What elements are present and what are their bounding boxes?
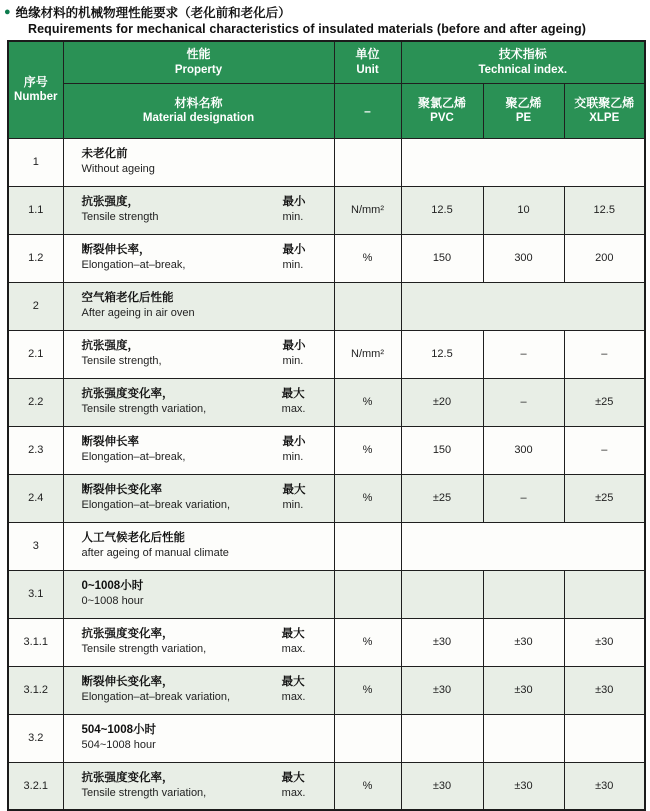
qualifier-en: max. xyxy=(281,643,306,656)
value-pvc: ±20 xyxy=(401,378,483,426)
property-zh: 人工气候老化后性能 xyxy=(81,532,185,545)
qualifier-zh: 最小 xyxy=(282,196,306,209)
unit-cell xyxy=(334,570,401,618)
qualifier-en: min. xyxy=(282,451,304,464)
property-cell xyxy=(63,378,334,426)
qualifier-zh: 最大 xyxy=(281,676,305,689)
row-number: 3.1 xyxy=(8,570,63,618)
unit-cell: N/mm² xyxy=(334,186,401,234)
table-row-2-3 xyxy=(8,426,645,474)
header-unit xyxy=(334,41,401,83)
property-cell xyxy=(63,474,334,522)
value-pe: – xyxy=(483,474,564,522)
table-row-1-1 xyxy=(8,186,645,234)
pe-en: PE xyxy=(515,111,532,124)
value-pe: 10 xyxy=(483,186,564,234)
row-number: 1 xyxy=(8,138,63,186)
unit-cell: % xyxy=(334,426,401,474)
value-xlpe: ±30 xyxy=(564,618,645,666)
document-title-block xyxy=(0,0,650,38)
table-row-3 xyxy=(8,522,645,570)
value-xlpe xyxy=(564,714,645,762)
row-number: 2.4 xyxy=(8,474,63,522)
value-xlpe: ±30 xyxy=(564,666,645,714)
row-number: 3.1.2 xyxy=(8,666,63,714)
qualifier-zh: 最大 xyxy=(282,484,306,497)
property-en: Without ageing xyxy=(81,163,155,176)
value-xlpe: 200 xyxy=(564,234,645,282)
table-row-3-1 xyxy=(8,570,645,618)
unit-cell: % xyxy=(334,618,401,666)
spec-table xyxy=(7,40,646,811)
value-pvc xyxy=(401,570,483,618)
table-row-2 xyxy=(8,282,645,330)
property-en: Elongation–at–break variation, xyxy=(81,499,231,512)
value-pvc: ±30 xyxy=(401,762,483,810)
header-unit-zh: 单位 xyxy=(355,47,380,62)
header-material-zh: 材料名称 xyxy=(174,95,223,110)
value-xlpe: – xyxy=(564,426,645,474)
value-pvc xyxy=(401,714,483,762)
qualifier-zh: 最大 xyxy=(281,772,305,784)
qualifier-zh: 最大 xyxy=(281,628,305,641)
header-tech-zh: 技术指标 xyxy=(498,47,547,62)
header-unit-en: Unit xyxy=(356,63,379,76)
property-en: Tensile strength, xyxy=(81,355,162,368)
unit-cell: % xyxy=(334,234,401,282)
value-pe: – xyxy=(483,330,564,378)
value-pvc: 12.5 xyxy=(401,330,483,378)
qualifier-en: min. xyxy=(282,211,304,224)
property-en: after ageing of manual climate xyxy=(81,547,229,560)
row-number: 3.2 xyxy=(8,714,63,762)
unit-cell: % xyxy=(334,762,401,810)
value-pe: ±30 xyxy=(483,618,564,666)
property-en: After ageing in air oven xyxy=(81,307,195,320)
header-material-xlpe xyxy=(564,83,645,138)
property-zh: 断裂伸长率， xyxy=(81,244,151,257)
property-cell xyxy=(63,714,334,762)
merged-value-cell xyxy=(401,282,645,330)
value-xlpe: ±25 xyxy=(564,378,645,426)
property-cell xyxy=(63,426,334,474)
table-row-1-2 xyxy=(8,234,645,282)
unit-cell: % xyxy=(334,666,401,714)
property-zh: 抗张强度变化率， xyxy=(81,772,174,784)
unit-cell xyxy=(334,138,401,186)
unit-cell xyxy=(334,714,401,762)
value-pe: ±30 xyxy=(483,762,564,810)
value-pe xyxy=(483,570,564,618)
row-number: 3.2.1 xyxy=(8,762,63,810)
row-number: 1.2 xyxy=(8,234,63,282)
xlpe-zh: 交联聚乙烯 xyxy=(574,95,635,110)
table-row-3-1-1 xyxy=(8,618,645,666)
pvc-en: PVC xyxy=(430,111,454,124)
title-zh-line xyxy=(4,3,644,21)
property-zh: 504~1008小时 xyxy=(81,724,156,737)
value-pe xyxy=(483,714,564,762)
property-cell xyxy=(63,234,334,282)
value-xlpe: ±25 xyxy=(564,474,645,522)
table-header xyxy=(8,41,645,138)
header-property-en: Property xyxy=(174,63,223,76)
property-cell xyxy=(63,666,334,714)
property-en: Tensile strength variation, xyxy=(81,643,207,656)
property-cell xyxy=(63,330,334,378)
value-xlpe: 12.5 xyxy=(564,186,645,234)
value-pvc: ±30 xyxy=(401,618,483,666)
merged-value-cell xyxy=(401,138,645,186)
row-number: 3.1.1 xyxy=(8,618,63,666)
header-material-en: Material designation xyxy=(142,111,255,124)
property-en: Tensile strength xyxy=(81,211,159,224)
qualifier-en: max. xyxy=(281,403,306,416)
property-zh: 断裂伸长率 xyxy=(81,436,139,449)
value-xlpe: ±30 xyxy=(564,762,645,810)
value-pe: 300 xyxy=(483,426,564,474)
property-en: Elongation–at–break, xyxy=(81,259,186,272)
property-zh: 抗张强度， xyxy=(81,196,139,209)
row-number: 2 xyxy=(8,282,63,330)
qualifier-en: min. xyxy=(282,355,304,368)
qualifier-en: min. xyxy=(282,499,304,512)
header-tech-en: Technical index. xyxy=(478,63,568,76)
pvc-zh: 聚氯乙烯 xyxy=(417,95,466,110)
row-number: 2.2 xyxy=(8,378,63,426)
qualifier-zh: 最大 xyxy=(281,388,305,401)
property-cell xyxy=(63,618,334,666)
qualifier-zh: 最小 xyxy=(282,244,306,257)
value-pvc: ±30 xyxy=(401,666,483,714)
header-property-zh: 性能 xyxy=(186,47,211,62)
header-material-pvc xyxy=(401,83,483,138)
value-pvc: 12.5 xyxy=(401,186,483,234)
header-number-zh: 序号 xyxy=(23,74,48,89)
property-zh: 抗张强度变化率， xyxy=(81,388,174,401)
unit-cell: N/mm² xyxy=(334,330,401,378)
property-zh: 断裂伸长变化率， xyxy=(81,676,174,689)
unit-cell xyxy=(334,522,401,570)
table-row-2-1 xyxy=(8,330,645,378)
table-row-1 xyxy=(8,138,645,186)
property-zh: 0~1008小时 xyxy=(81,580,144,593)
header-material-designation xyxy=(63,83,334,138)
qualifier-en: min. xyxy=(282,259,304,272)
table-row-2-4 xyxy=(8,474,645,522)
table-row-3-2-1 xyxy=(8,762,645,810)
header-property xyxy=(63,41,334,83)
property-zh: 未老化前 xyxy=(81,148,128,161)
value-pvc: 150 xyxy=(401,234,483,282)
value-xlpe xyxy=(564,570,645,618)
property-cell xyxy=(63,186,334,234)
value-pe: – xyxy=(483,378,564,426)
header-unit-dash xyxy=(334,83,401,138)
merged-value-cell xyxy=(401,522,645,570)
property-en: Elongation–at–break, xyxy=(81,451,186,464)
bullet-icon: ● xyxy=(4,5,11,18)
title-zh: 绝缘材料的机械物理性能要求（老化前和老化后） xyxy=(15,6,291,20)
property-zh: 空气箱老化后性能 xyxy=(81,292,174,305)
property-en: Elongation–at–break variation, xyxy=(81,691,231,704)
header-number-en: Number xyxy=(14,91,58,104)
value-pe: ±30 xyxy=(483,666,564,714)
qualifier-zh: 最小 xyxy=(282,436,306,449)
title-en: Requirements for mechanical characteristics of insulated materials (before and after ageing) xyxy=(28,22,586,36)
row-number: 3 xyxy=(8,522,63,570)
property-en: Tensile strength variation, xyxy=(81,787,207,800)
property-en: Tensile strength variation, xyxy=(81,403,207,416)
property-cell xyxy=(63,522,334,570)
property-en: 0~1008 hour xyxy=(81,595,144,608)
header-number xyxy=(8,41,63,138)
header-technical-index xyxy=(401,41,645,83)
unit-cell xyxy=(334,282,401,330)
value-pe: 300 xyxy=(483,234,564,282)
table-row-3-1-2 xyxy=(8,666,645,714)
row-number: 1.1 xyxy=(8,186,63,234)
unit-dash: – xyxy=(364,103,371,118)
table-row-3-2 xyxy=(8,714,645,762)
qualifier-en: max. xyxy=(281,691,306,704)
row-number: 2.3 xyxy=(8,426,63,474)
unit-cell: % xyxy=(334,474,401,522)
property-cell xyxy=(63,762,334,810)
value-pvc: 150 xyxy=(401,426,483,474)
unit-cell: % xyxy=(334,378,401,426)
table-body xyxy=(8,138,645,810)
row-number: 2.1 xyxy=(8,330,63,378)
property-zh: 断裂伸长变化率 xyxy=(81,484,162,497)
property-en: 504~1008 hour xyxy=(81,739,156,752)
property-zh: 抗张强度变化率， xyxy=(81,628,174,641)
header-material-pe xyxy=(483,83,564,138)
property-zh: 抗张强度， xyxy=(81,340,139,353)
pe-zh: 聚乙烯 xyxy=(505,95,542,110)
value-xlpe: – xyxy=(564,330,645,378)
property-cell xyxy=(63,282,334,330)
xlpe-en: XLPE xyxy=(589,111,620,124)
table-row-2-2 xyxy=(8,378,645,426)
property-cell xyxy=(63,138,334,186)
qualifier-en: max. xyxy=(281,787,306,800)
property-cell xyxy=(63,570,334,618)
qualifier-zh: 最小 xyxy=(282,340,306,353)
value-pvc: ±25 xyxy=(401,474,483,522)
